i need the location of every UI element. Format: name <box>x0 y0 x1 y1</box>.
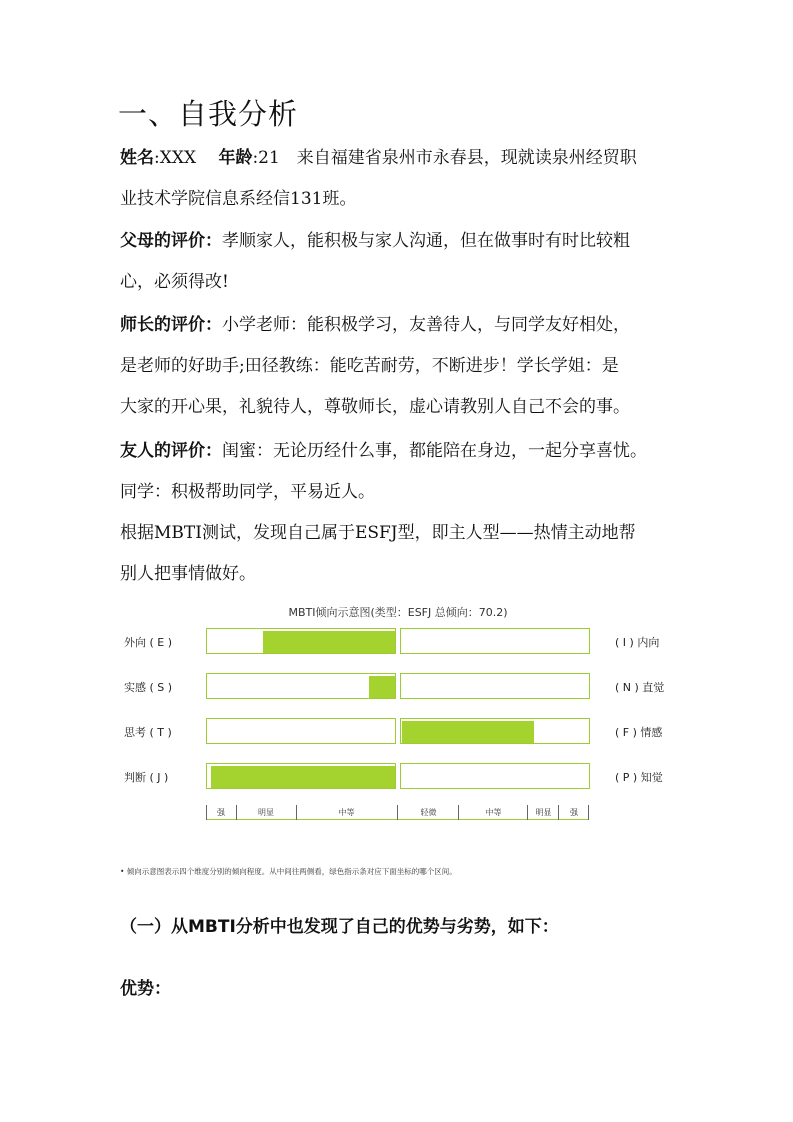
friends-paragraph: 友人的评价：闺蜜：无论历经什么事，都能陪在身边，一起分享喜忧。 同学：积极帮助同学，平易近人。 <box>120 441 647 502</box>
tendency-bar <box>369 676 395 698</box>
bar-track-left <box>206 763 396 789</box>
page-title: 一、自我分析 <box>118 97 299 131</box>
scale-label: 强 <box>570 808 578 817</box>
age-label: 年龄 <box>218 148 253 168</box>
name-label: 姓名 <box>120 148 154 168</box>
dimension-label-right: ( P ) 知觉 <box>615 771 663 784</box>
scale-label: 中等 <box>338 808 355 817</box>
bar-track-right <box>400 718 590 744</box>
dimension-label-left: 思考 ( T ) <box>124 726 172 739</box>
bar-track-left <box>206 628 396 654</box>
chart-note: • 倾向示意图表示四个维度分别的倾向程度。从中间往两侧看，绿色指示条对应下面坐标的哪个区间。 <box>120 867 457 876</box>
friends-label: 友人的评价： <box>120 441 222 461</box>
mbti-paragraph: 根据MBTI测试，发现自己属于ESFJ型，即主人型——热情主动地帮 别人把事情做好。 <box>120 523 636 584</box>
bar-track-left <box>206 673 396 699</box>
bar-track-right <box>400 763 590 789</box>
scale-label: 明显 <box>535 808 552 817</box>
dimension-label-right: ( F ) 情感 <box>615 726 663 739</box>
parents-paragraph: 父母的评价：孝顺家人，能积极与家人沟通，但在做事时有时比较粗 心，必须得改! <box>120 231 630 292</box>
scale-label: 强 <box>217 808 225 817</box>
scale-label: 中等 <box>485 808 502 817</box>
strengths-heading: 优势： <box>120 979 171 999</box>
chart-scale <box>206 805 589 819</box>
teachers-paragraph: 师长的评价：小学老师：能积极学习，友善待人，与同学友好相处， 是老师的好助手;田径教练：能吃苦耐劳，不断进步！学长学姐：是 大家的开心果，礼貌待人，尊敬师长，虚心请教别人自己不会的事。 <box>120 315 630 417</box>
intro-paragraph: 姓名:XXX 年龄:21 来自福建省泉州市永春县，现就读泉州经贸职 业技术学院信息系经信131班。 <box>120 148 637 209</box>
bar-track-left <box>206 718 396 744</box>
section-heading: （一）从MBTI分析中也发现了自己的优势与劣势，如下： <box>120 917 559 937</box>
dimension-label-left: 判断 ( J ) <box>124 771 169 784</box>
tendency-bar <box>402 721 534 743</box>
dimension-label-right: ( I ) 内向 <box>615 636 660 649</box>
mbti-chart <box>118 600 678 890</box>
tendency-bar <box>211 766 395 788</box>
tendency-bar <box>263 631 395 653</box>
bar-track-right <box>400 673 590 699</box>
scale-label: 明显 <box>258 808 274 817</box>
dimension-label-left: 外向 ( E ) <box>124 636 173 649</box>
dimension-label-left: 实感 ( S ) <box>124 681 173 694</box>
teachers-label: 师长的评价： <box>120 315 222 335</box>
name-value: XXX <box>159 148 197 168</box>
chart-title: MBTI倾向示意图(类型：ESFJ 总倾向：70.2) <box>288 606 508 619</box>
parents-label: 父母的评价： <box>120 231 222 251</box>
scale-label: 轻微 <box>420 808 437 817</box>
dimension-label-right: ( N ) 直觉 <box>615 681 665 694</box>
bar-track-right <box>400 628 590 654</box>
